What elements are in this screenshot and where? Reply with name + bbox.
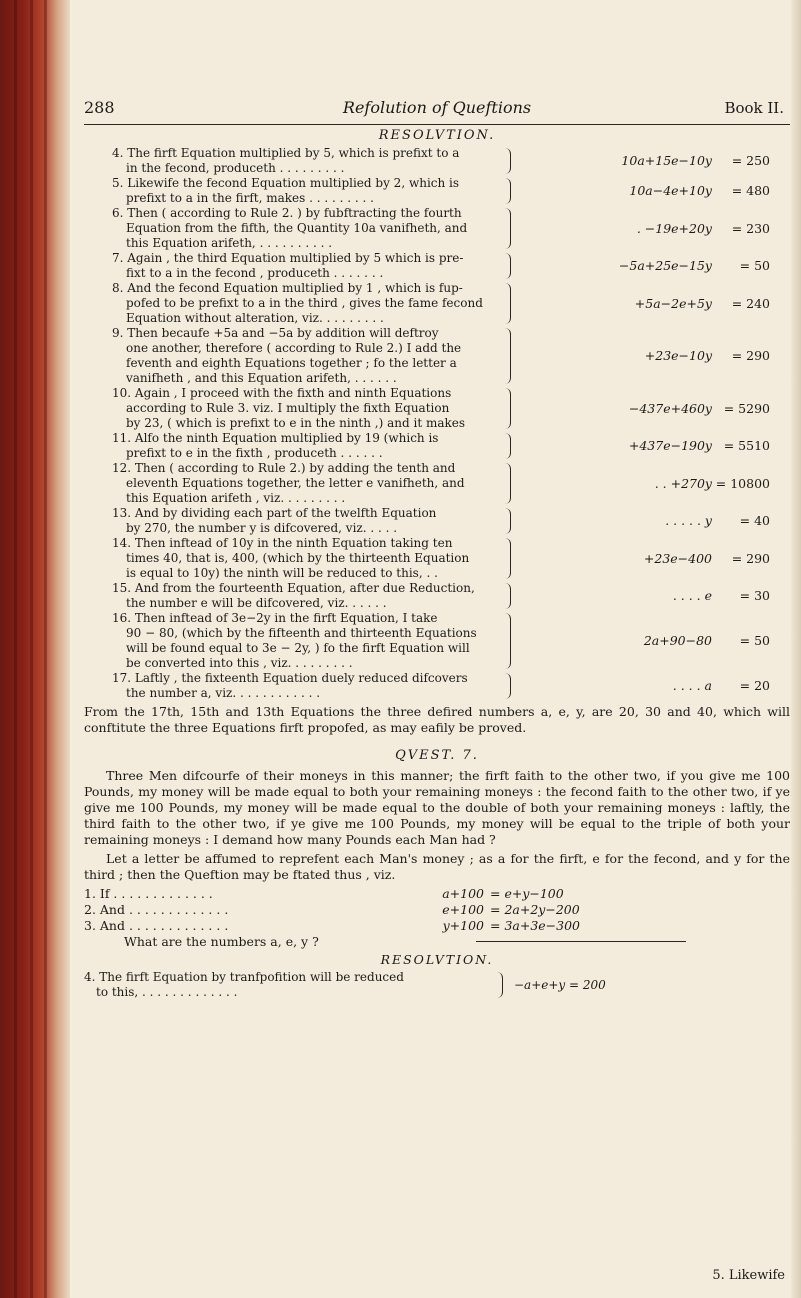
resolution-step — [84, 281, 790, 326]
resolution-step — [84, 611, 790, 671]
equation-left: +23e−400 — [643, 550, 712, 566]
equation-right: = 240 — [731, 295, 770, 311]
step-equation — [532, 348, 782, 364]
equation-right: = 480 — [731, 183, 770, 198]
resolution-step — [84, 251, 790, 281]
brace — [502, 283, 511, 324]
statement-equation — [374, 918, 580, 934]
step-equation — [532, 221, 782, 237]
step-line: this Equation arifeth , viz. . . . . . . . . — [126, 491, 346, 505]
step-line: by 270, the number y is difcovered, viz. . . . . — [126, 521, 398, 535]
equation-left: . . +270y — [654, 475, 712, 491]
equation-left: −437e+460y — [628, 400, 712, 416]
brace — [502, 613, 511, 669]
equation-left: −5a+25e−15y — [618, 258, 712, 273]
step-line: 9. Then becaufe +5a and −5a by addition will deftroy — [112, 326, 439, 340]
book-binding — [0, 0, 70, 1298]
page-number: 288 — [84, 98, 115, 117]
step-text — [84, 581, 494, 611]
step-line: vanifheth , and this Equation arifeth, . . . . . . — [126, 371, 397, 385]
equation-right: = 250 — [731, 153, 770, 168]
step-equation — [532, 401, 782, 417]
step-text — [84, 536, 494, 581]
brace — [502, 673, 511, 699]
equation-left: e+100 — [442, 902, 484, 917]
brace — [502, 463, 511, 504]
equation-left: . . . . a — [672, 678, 712, 693]
equation-right: = 290 — [731, 348, 770, 363]
step-line: 8. And the fecond Equation multiplied by 1 , which is fup- — [112, 281, 463, 295]
resolution-step — [84, 176, 790, 206]
equation-right: = 3a+3e−300 — [490, 918, 581, 933]
equation-left: . −19e+20y — [636, 220, 712, 236]
step-text — [84, 611, 494, 671]
prompt-rule — [476, 941, 686, 942]
step-equation — [532, 438, 782, 454]
step-line: times 40, that is, 400, (which by the thirteenth Equation — [126, 551, 470, 565]
equation-right: = 20 — [739, 678, 770, 693]
step-line: according to Rule 3. viz. I multiply the fixth Equation — [126, 401, 450, 415]
step-line: is equal to 10y) the ninth will be reduced to this, . . — [126, 566, 438, 580]
equation-left: a+100 — [442, 886, 484, 901]
step-line: the number e will be difcovered, viz. . . . . . — [126, 596, 387, 610]
step-equation — [532, 678, 782, 694]
step-line: feventh and eighth Equations together ; fo the letter a — [126, 356, 457, 370]
step-line: 17. Laftly , the fixteenth Equation duely reduced difcovers — [112, 671, 468, 685]
equation-right: = 50 — [739, 258, 770, 273]
step-line: prefixt to e in the fixth , produceth . . . . . . — [126, 446, 383, 460]
resolution-step — [84, 386, 790, 431]
equation-right: = 2a+2y−200 — [490, 902, 580, 917]
brace — [502, 253, 511, 279]
step-text — [84, 146, 494, 176]
step-line: this Equation arifeth, . . . . . . . . . . — [126, 236, 333, 250]
step-text — [84, 386, 494, 431]
step-text — [84, 176, 494, 206]
step-4-text — [84, 970, 484, 1000]
step-line: 12. Then ( according to Rule 2.) by adding the tenth and — [112, 461, 456, 475]
book-page — [84, 96, 790, 1002]
brace — [502, 208, 511, 249]
equation-right: = 10800 — [715, 475, 770, 491]
step-equation — [532, 633, 782, 649]
equation-left: . . . . e — [672, 588, 712, 603]
step-text — [84, 431, 494, 461]
step-line: 90 − 80, (which by the fifteenth and thirteenth Equations — [126, 626, 477, 640]
statement-row — [84, 902, 790, 918]
step-line: eleventh Equations together, the letter e vanifheth, and — [126, 476, 465, 490]
equation-right: = 230 — [731, 220, 770, 236]
step-equation — [532, 513, 782, 529]
running-title: Refolution of Queftions — [342, 98, 532, 117]
resolution-step — [84, 431, 790, 461]
question-text-2: Let a letter be affumed to reprefent each Man's money ; as a for the firft, e for the fecond, and y for the third ; then the Queftion may be ftated thus , viz. — [84, 851, 790, 882]
equation-right: = 5290 — [723, 400, 770, 416]
step-line: 13. And by dividing each part of the twelfth Equation — [112, 506, 437, 520]
equation-right: = 50 — [739, 633, 770, 648]
step-line: be converted into this , viz. . . . . . . . . — [126, 656, 353, 670]
resolution-step — [84, 506, 790, 536]
statement-equation — [374, 886, 564, 902]
step-line: prefixt to a in the firft, makes . . . . . . . . . — [126, 191, 374, 205]
brace — [502, 178, 511, 204]
equation-right: = 40 — [739, 513, 770, 528]
step-line: 16. Then inftead of 3e−2y in the firft Equation, I take — [112, 611, 438, 625]
equation-right: = 30 — [739, 588, 770, 603]
statement-label: 3. And . . . . . . . . . . . . . — [84, 918, 229, 933]
equation-left: y+100 — [442, 918, 484, 933]
equation-left: +5a−2e+5y — [634, 295, 712, 311]
step-4-line: to this, . . . . . . . . . . . . . — [96, 985, 238, 999]
step-text — [84, 506, 494, 536]
equation-left: 10a+15e−10y — [621, 153, 712, 168]
step-line: Equation without alteration, viz. . . . . . . . . — [126, 311, 384, 325]
brace — [502, 538, 511, 579]
section-title: RESOLVTION. — [378, 128, 496, 143]
resolution-step — [84, 206, 790, 251]
brace — [502, 433, 511, 459]
step-text — [84, 461, 494, 506]
resolution-step — [84, 581, 790, 611]
step-equation — [532, 296, 782, 312]
step-4-equation: −a+e+y = 200 — [514, 978, 606, 992]
brace — [502, 583, 511, 609]
step-line: 4. The firft Equation multiplied by 5, which is prefixt to a — [112, 146, 460, 160]
step-text — [84, 671, 494, 701]
step-line: pofed to be prefixt to a in the third , gives the fame fecond — [126, 296, 483, 310]
equation-left: +23e−10y — [644, 348, 712, 363]
step-line: 7. Again , the third Equation multiplied by 5 which is pre- — [112, 251, 464, 265]
equation-right: = e+y−100 — [490, 886, 564, 901]
header-rule — [84, 124, 790, 125]
book-label: Book II. — [724, 99, 784, 117]
question-prompt-row — [84, 934, 790, 950]
question-prompt: What are the numbers a, e, y ? — [124, 934, 319, 949]
step-line: 6. Then ( according to Rule 2. ) by fubftracting the fourth — [112, 206, 462, 220]
step-4-row — [84, 970, 790, 1002]
page-edge — [791, 0, 801, 1298]
step-text — [84, 326, 494, 386]
question-statements — [84, 886, 790, 934]
resolution-step — [84, 536, 790, 581]
brace — [502, 388, 511, 429]
step-line: 15. And from the fourteenth Equation, after due Reduction, — [112, 581, 475, 595]
catchword: 5. Likewife — [712, 1268, 785, 1283]
step-line: will be found equal to 3e − 2y, ) fo the firft Equation will — [126, 641, 470, 655]
step-line: 5. Likewife the fecond Equation multiplied by 2, which is — [112, 176, 460, 190]
resolution-step — [84, 671, 790, 701]
statement-row — [84, 918, 790, 934]
step-line: one another, therefore ( according to Rule 2.) I add the — [126, 341, 462, 355]
step-line: Equation from the fifth, the Quantity 10a vanifheth, and — [126, 221, 468, 235]
statement-equation — [374, 902, 580, 918]
brace — [502, 148, 511, 174]
question-text: Three Men difcourfe of their moneys in this manner; the firft faith to the other two, if you give me 100 Pounds, my money will be made equal to both your remaining moneys : the fecond faith to the other two, if ye give me 100 Pounds, my money will be made equal to the double of both your remaining moneys : laftly, the third faith to the other two, if ye give me 100 Pounds, my money will be equal to the triple of both your remaining moneys : I demand how many Pounds each Man had ? — [84, 768, 790, 847]
step-equation — [532, 183, 782, 199]
step-equation — [532, 153, 782, 169]
statement-label: 1. If . . . . . . . . . . . . . — [84, 886, 213, 901]
statement-label: 2. And . . . . . . . . . . . . . — [84, 902, 229, 917]
step-equation — [532, 476, 782, 492]
equation-left: 2a+90−80 — [643, 633, 712, 648]
step-line: 10. Again , I proceed with the fixth and ninth Equations — [112, 386, 452, 400]
step-text — [84, 251, 494, 281]
step-line: fixt to a in the fecond , produceth . . . . . . . — [126, 266, 384, 280]
equation-right: = 290 — [731, 550, 770, 566]
question-title: QVEST. 7. — [395, 748, 479, 763]
resolution-title-2: RESOLVTION. — [380, 952, 494, 967]
resolution-steps — [84, 146, 790, 701]
equation-left: +437e−190y — [628, 438, 712, 453]
step-line: 14. Then inftead of 10y in the ninth Equation taking ten — [112, 536, 453, 550]
step-text — [84, 281, 494, 326]
brace — [494, 972, 503, 998]
statement-row — [84, 886, 790, 902]
step-text — [84, 206, 494, 251]
step-4-line: 4. The firft Equation by tranfpofition will be reduced — [84, 970, 404, 984]
brace — [502, 328, 511, 384]
equation-left: 10a−4e+10y — [629, 183, 712, 198]
brace — [502, 508, 511, 534]
resolution-step — [84, 461, 790, 506]
step-line: in the fecond, produceth . . . . . . . . . — [126, 161, 345, 175]
resolution-step — [84, 326, 790, 386]
resolution-step — [84, 146, 790, 176]
step-equation — [532, 258, 782, 274]
equation-left: . . . . . y — [665, 513, 712, 528]
step-line: by 23, ( which is prefixt to e in the ninth ,) and it makes — [126, 416, 466, 430]
running-head — [84, 96, 790, 122]
step-equation — [532, 551, 782, 567]
conclusion-paragraph: From the 17th, 15th and 13th Equations the three defired numbers a, e, y, are 20, 30 and 40, which will conftitute the three Equations firft propofed, as may eafily be proved. — [84, 704, 790, 735]
step-equation — [532, 588, 782, 604]
equation-right: = 5510 — [723, 438, 770, 453]
step-line: the number a, viz. . . . . . . . . . . . — [126, 686, 321, 700]
step-line: 11. Alfo the ninth Equation multiplied by 19 (which is — [112, 431, 439, 445]
